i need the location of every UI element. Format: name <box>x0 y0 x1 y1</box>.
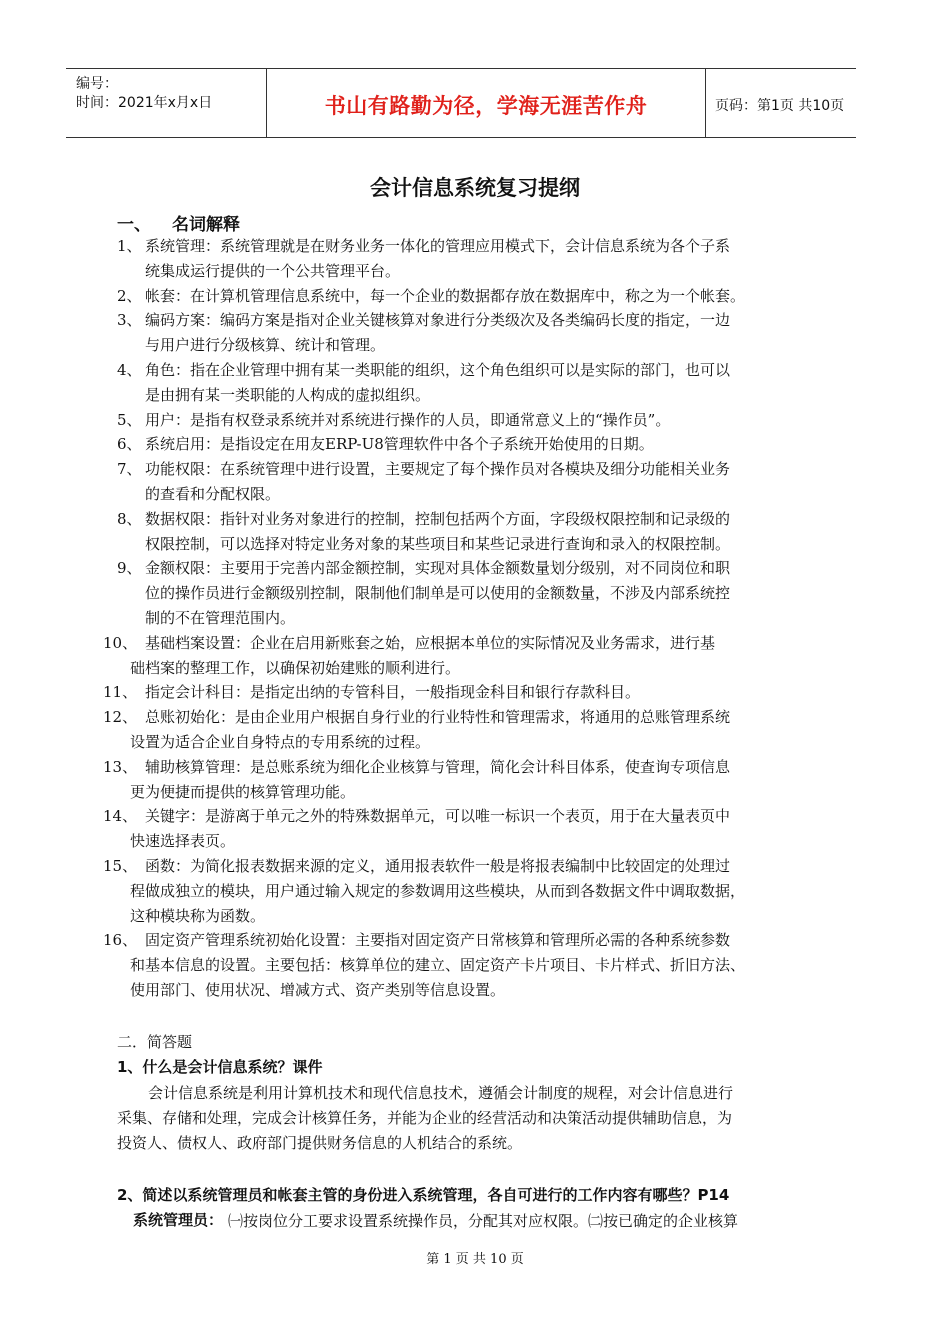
term-definition-line: 函数：为简化报表数据来源的定义，通用报表软件一般是将报表编制中比较固定的处理过 <box>145 857 731 875</box>
term-definition-line: 是由拥有某一类职能的人构成的虚拟组织。 <box>145 385 431 404</box>
term-definition-line: 位的操作员进行金额级别控制，限制他们制单是可以使用的金额数量，不涉及内部系统控 <box>145 584 731 603</box>
term-definition-line: 金额权限：主要用于完善内部金额控制，实现对具体金额数量划分级别，对不同岗位和职 <box>145 559 731 578</box>
term-definition-line: 制的不在管理范围内。 <box>145 609 296 627</box>
term-definition-line: 固定资产管理系统初始化设置：主要指对固定资产日常核算和管理所必需的各种系统参数 <box>145 931 731 950</box>
header-page-cell <box>705 69 856 137</box>
term-definition-line: 程做成独立的模块，用户通过输入规定的参数调用这些模块，从而到各数据文件中调取数据， <box>130 881 746 900</box>
term-definition-line: 统集成运行提供的一个公共管理平台。 <box>145 261 401 280</box>
term-definition-line: 数据权限：指针对业务对象进行的控制，控制包括两个方面，字段级权限控制和记录级的 <box>145 509 731 528</box>
term-number: 12、 <box>103 708 138 727</box>
term-definition-line: 角色：指在企业管理中拥有某一类职能的组织，这个角色组织可以是实际的部门，也可以 <box>145 361 731 379</box>
term-definition-line: 总账初始化：是由企业用户根据自身行业的行业特性和管理需求，将通用的总账管理系统 <box>145 708 731 727</box>
header-meta-cell <box>66 69 266 137</box>
term-number: 3、 <box>117 311 142 330</box>
header-motto: 书山有路勤为径，学海无涯苦作舟 <box>324 94 648 118</box>
term-definition-line: 帐套：在计算机管理信息系统中，每一个企业的数据都存放在数据库中，称之为一个帐套。 <box>145 286 746 305</box>
q1-answer-line: 采集、存储和处理，完成会计核算任务，并能为企业的经营活动和决策活动提供辅助信息，为 <box>117 1109 733 1127</box>
term-number: 10、 <box>103 633 138 652</box>
term-definition-line: 础档案的整理工作，以确保初始建账的顺利进行。 <box>130 658 461 677</box>
page-header <box>66 68 856 138</box>
term-definition-line: 快速选择表页。 <box>130 832 236 851</box>
term-definition-line: 使用部门、使用状况、增减方式、资产类别等信息设置。 <box>130 981 506 999</box>
header-motto-cell <box>266 69 706 137</box>
term-number: 9、 <box>117 559 142 578</box>
q2-answer: ㈠按岗位分工要求设置系统操作员，分配其对应权限。㈡按已确定的企业核算 <box>228 1212 739 1230</box>
section2-title: 二．简答题 <box>117 1033 193 1051</box>
term-definition-line: 基础档案设置：企业在启用新账套之始，应根据本单位的实际情况及业务需求，进行基 <box>145 633 716 652</box>
term-definition-line: 编码方案：编码方案是指对企业关键核算对象进行分类级次及各类编码长度的指定，一边 <box>145 311 731 330</box>
term-definition-line: 系统启用：是指设定在用友ERP-U8管理软件中各个子系统开始使用的日期。 <box>145 435 654 454</box>
time-label: 时间：2021年x月x日 <box>76 95 213 111</box>
document-title: 会计信息系统复习提纲 <box>370 176 580 200</box>
term-definition-line: 更为便捷而提供的核算管理功能。 <box>130 782 356 801</box>
term-definition-line: 和基本信息的设置。主要包括：核算单位的建立、固定资产卡片项目、卡片样式、折旧方法、 <box>130 956 746 975</box>
term-number: 5、 <box>117 410 142 429</box>
header-page-info: 页码：第1页 共10页 <box>715 98 845 114</box>
q2-label: 系统管理员： <box>133 1211 224 1229</box>
term-definition-line: 这种模块称为函数。 <box>130 906 266 925</box>
q1-answer-line: 会计信息系统是利用计算机技术和现代信息技术，遵循会计制度的规程，对会计信息进行 <box>148 1084 734 1102</box>
section1-title: 名词解释 <box>172 215 240 235</box>
term-number: 11、 <box>103 683 138 702</box>
term-definition-line: 辅助核算管理：是总账系统为细化企业核算与管理，简化会计科目体系，使查询专项信息 <box>145 757 731 776</box>
term-number: 6、 <box>117 435 142 454</box>
term-definition-line: 指定会计科目：是指定出纳的专管科目，一般指现金科目和银行存款科目。 <box>145 683 641 702</box>
term-number: 13、 <box>103 757 138 776</box>
page-footer: 第 1 页 共 10 页 <box>426 1252 524 1267</box>
term-definition-line: 功能权限：在系统管理中进行设置，主要规定了每个操作员对各模块及细分功能相关业务 <box>145 460 731 479</box>
term-number: 1、 <box>117 237 142 255</box>
term-number: 16、 <box>103 931 138 950</box>
term-number: 8、 <box>117 509 142 528</box>
term-number: 7、 <box>117 460 142 479</box>
term-number: 4、 <box>117 361 142 379</box>
serial-label: 编号： <box>76 76 118 92</box>
term-definition-line: 用户：是指有权登录系统并对系统进行操作的人员，即通常意义上的“操作员”。 <box>145 410 671 429</box>
term-definition-line: 设置为适合企业自身特点的专用系统的过程。 <box>130 733 431 751</box>
term-definition-line: 权限控制，可以选择对特定业务对象的某些项目和某些记录进行查询和录入的权限控制。 <box>145 534 731 553</box>
term-number: 2、 <box>117 286 142 305</box>
section1-number: 一、 <box>117 215 151 235</box>
term-definition-line: 的查看和分配权限。 <box>145 485 281 503</box>
term-number: 15、 <box>103 857 138 875</box>
q1-title: 1、什么是会计信息系统？课件 <box>117 1058 323 1076</box>
term-definition-line: 与用户进行分级核算、统计和管理。 <box>145 336 386 355</box>
term-number: 14、 <box>103 807 138 826</box>
q2-title: 2、简述以系统管理员和帐套主管的身份进入系统管理，各自可进行的工作内容有哪些？P14 <box>117 1186 730 1204</box>
term-definition-line: 系统管理：系统管理就是在财务业务一体化的管理应用模式下，会计信息系统为各个子系 <box>145 237 731 255</box>
term-definition-line: 关键字：是游离于单元之外的特殊数据单元，可以唯一标识一个表页，用于在大量表页中 <box>145 807 731 826</box>
q1-answer-line: 投资人、债权人、政府部门提供财务信息的人机结合的系统。 <box>117 1134 523 1152</box>
